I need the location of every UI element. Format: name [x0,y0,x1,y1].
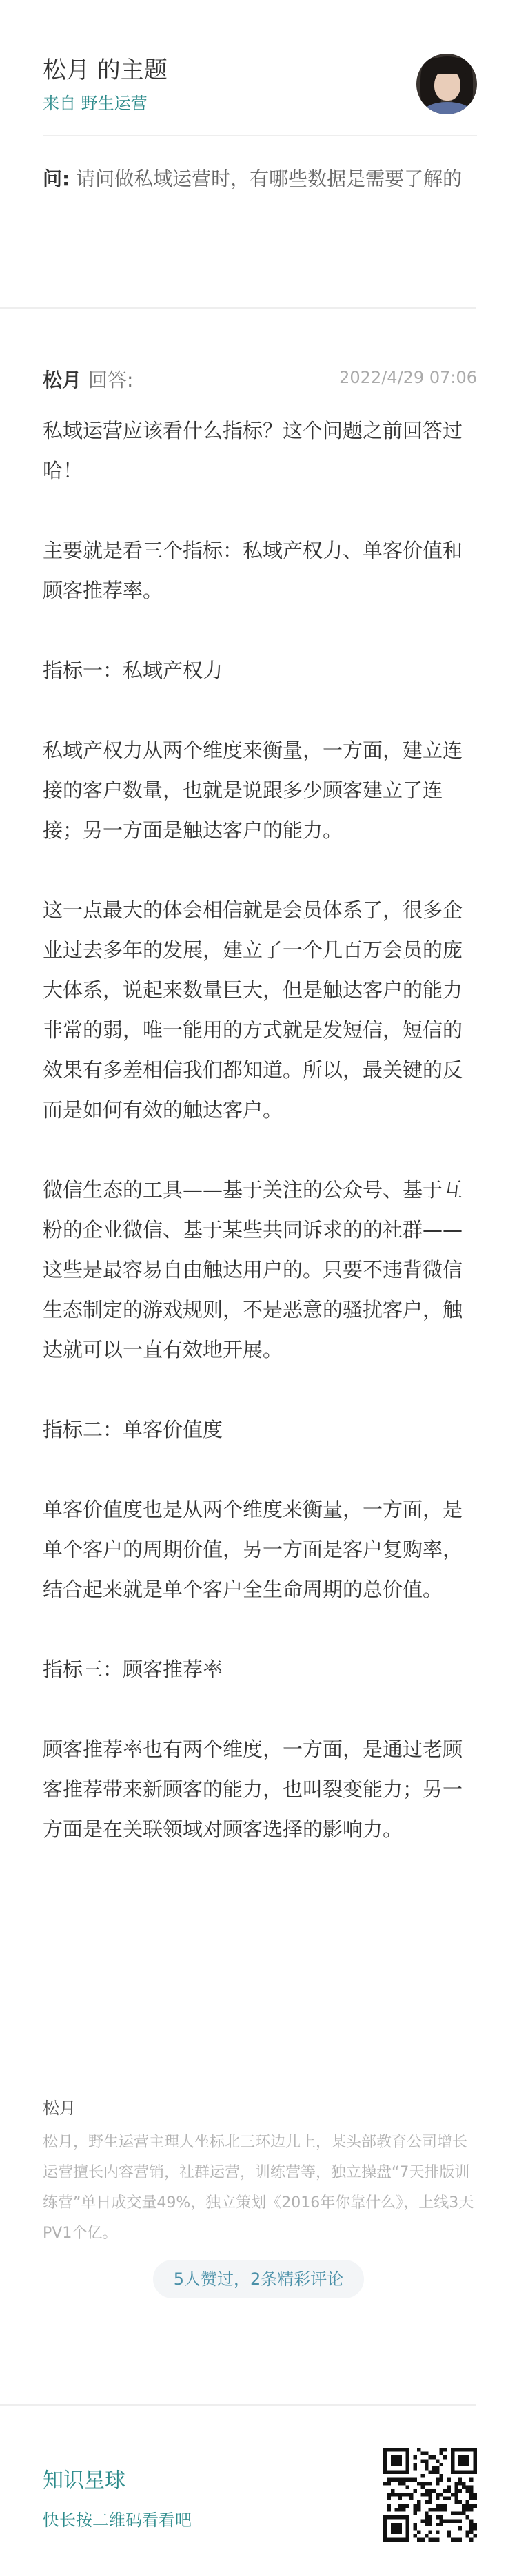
topic-title: 松月 的主题 [43,56,168,84]
answer-paragraph: 单客价值度也是从两个维度来衡量，一方面，是单个客户的周期价值，另一方面是客户复购率，结合起来就是单个客户全生命周期的总价值。 [43,1498,463,1601]
answer-paragraph: 指标一：私域产权力 [43,659,223,682]
footer-divider [0,2404,476,2406]
answer-paragraph: 私域运营应该看什么指标？这个问题之前回答过哈！ [43,419,463,482]
bio-text: 松月，野生运营主理人坐标北三环边儿上，某头部教育公司增长运营擅长内容营销，社群运营，训练营等，独立操盘“7天排版训练营”单日成交量49%，独立策划《2016年你靠什么》，上线3天PV1个亿。 [43,2134,474,2242]
answer-paragraph: 这一点最大的体会相信就是会员体系了，很多企业过去多年的发展，建立了一个几百万会员的庞大体系，说起来数量巨大，但是触达客户的能力非常的弱，唯一能用的方式就是发短信，短信的效果有多差相信我们都知道。所以，最关键的反而是如何有效的触达客户。 [43,898,463,1122]
bio-name: 松月 [43,2099,76,2118]
topic-header [43,54,477,123]
question-block [43,160,477,198]
answer-paragraph: 私域产权力从两个维度来衡量，一方面，建立连接的客户数量，也就是说跟多少顾客建立了连接；另一方面是触达客户的能力。 [43,739,463,842]
answer-header [43,365,477,395]
footer-hint: 快长按二维码看看吧 [43,2511,192,2530]
qr-code-icon[interactable] [383,2448,477,2542]
question-divider [0,307,476,309]
answer-label: 回答: [88,369,134,391]
question-label: 问: [43,167,70,190]
avatar[interactable] [416,54,477,114]
answer-body [43,411,477,1849]
answer-paragraph: 指标二：单客价值度 [43,1418,223,1441]
answer-author[interactable]: 松月 [43,369,82,391]
answer-paragraph: 顾客推荐率也有两个维度，一方面，是通过老顾客推荐带来新顾客的能力，也叫裂变能力；另一方面是在关联领域对顾客选择的影响力。 [43,1738,463,1841]
answer-paragraph: 指标三：顾客推荐率 [43,1658,223,1681]
avatar-bangs [429,56,466,74]
question-text: 请问做私域运营时，有哪些数据是需要了解的 [70,167,463,190]
answer-paragraph: 微信生态的工具——基于关注的公众号、基于互粉的企业微信、基于某些共同诉求的的社群——这些是最容易自由触达用户的。只要不违背微信生态制定的游戏规则，不是恶意的骚扰客户，触达就可以一直有效地开展。 [43,1178,463,1361]
answer-paragraph: 主要就是看三个指标：私域产权力、单客价值和顾客推荐率。 [43,539,463,602]
answer-timestamp: 2022/4/29 07:06 [339,368,477,387]
header-divider [43,135,477,136]
topic-source-link[interactable]: 来自 野生运营 [43,94,148,113]
likes-comments-button[interactable]: 5人赞过，2条精彩评论 [153,2260,364,2298]
footer-brand: 知识星球 [43,2469,125,2493]
